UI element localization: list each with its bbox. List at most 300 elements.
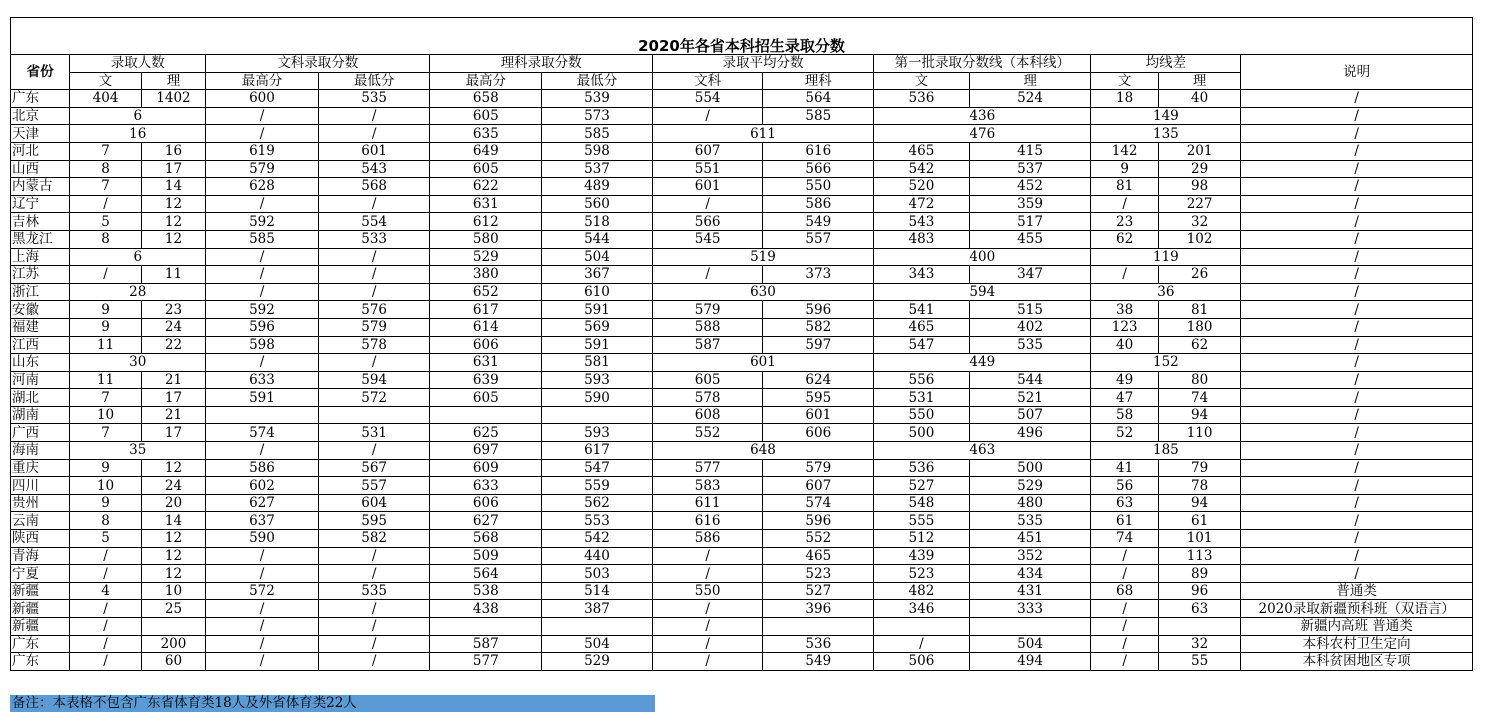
admit-count-cell: 12	[141, 195, 205, 213]
arts-score-cell: /	[318, 195, 430, 213]
province-cell: 重庆	[11, 459, 70, 477]
science-score-cell: 658	[430, 90, 542, 108]
admit-count-cell: 8	[70, 512, 141, 530]
avg-diff-cell: 152	[1091, 354, 1241, 372]
avg-diff-cell: 38	[1091, 301, 1158, 319]
table-row	[11, 301, 1473, 319]
first-batch-line-cell: 494	[969, 653, 1091, 671]
arts-score-cell: 596	[206, 318, 319, 336]
province-cell: 陕西	[11, 530, 70, 548]
avg-score-cell: 527	[763, 582, 874, 600]
avg-diff-cell: 113	[1158, 547, 1240, 565]
province-cell: 青海	[11, 547, 70, 565]
subheader-max: 最高分	[430, 72, 542, 90]
table-row	[11, 459, 1473, 477]
science-score-cell: 585	[542, 125, 653, 143]
subheader-min: 最低分	[542, 72, 653, 90]
arts-score-cell: 533	[318, 230, 430, 248]
science-score-cell: 605	[430, 160, 542, 178]
first-batch-line-cell: 515	[969, 301, 1091, 319]
science-score-cell: 542	[542, 530, 653, 548]
admit-count-cell: 30	[70, 354, 206, 372]
avg-score-cell: 588	[652, 318, 763, 336]
avg-score-cell: 564	[763, 90, 874, 108]
science-score-cell: 489	[542, 178, 653, 196]
first-batch-line-cell: 402	[969, 318, 1091, 336]
admit-count-cell: /	[70, 565, 141, 583]
avg-score-cell: 596	[763, 512, 874, 530]
arts-score-cell: 531	[318, 424, 430, 442]
first-batch-line-cell: 543	[874, 213, 970, 231]
arts-score-cell: /	[206, 283, 319, 301]
note-cell: 本科贫困地区专项	[1241, 653, 1473, 671]
arts-score-cell: /	[318, 618, 430, 636]
admit-count-cell: /	[70, 266, 141, 284]
science-score-cell: 440	[542, 547, 653, 565]
note-cell: /	[1241, 248, 1473, 266]
admission-score-table	[10, 17, 1473, 671]
first-batch-line-cell: 527	[874, 477, 970, 495]
avg-diff-cell: 62	[1158, 336, 1240, 354]
arts-score-cell: /	[318, 354, 430, 372]
table-row	[11, 90, 1473, 108]
avg-diff-cell: 123	[1091, 318, 1158, 336]
first-batch-line-cell: 343	[874, 266, 970, 284]
science-score-cell: 617	[542, 442, 653, 460]
first-batch-line-cell: 434	[969, 565, 1091, 583]
avg-score-cell: 545	[652, 230, 763, 248]
note-cell: 普通类	[1241, 582, 1473, 600]
arts-score-cell: 567	[318, 459, 430, 477]
avg-diff-cell: /	[1091, 653, 1158, 671]
arts-score-cell: 592	[206, 213, 319, 231]
first-batch-line-cell: 415	[969, 142, 1091, 160]
table-row	[11, 406, 1473, 424]
province-cell: 湖北	[11, 389, 70, 407]
science-score-cell: 539	[542, 90, 653, 108]
first-batch-line-cell: 452	[969, 178, 1091, 196]
admit-count-cell: 24	[141, 318, 205, 336]
avg-score-cell: 630	[652, 283, 873, 301]
admit-count-cell: 12	[141, 459, 205, 477]
avg-score-cell: 605	[652, 371, 763, 389]
science-score-cell: 627	[430, 512, 542, 530]
first-batch-line-cell: 483	[874, 230, 970, 248]
province-cell: 宁夏	[11, 565, 70, 583]
arts-score-cell	[318, 406, 430, 424]
note-cell: /	[1241, 301, 1473, 319]
table-row	[11, 371, 1473, 389]
province-cell: 福建	[11, 318, 70, 336]
avg-score-cell: 373	[763, 266, 874, 284]
science-score-cell: 612	[430, 213, 542, 231]
arts-score-cell: 595	[318, 512, 430, 530]
arts-score-cell: /	[206, 442, 319, 460]
arts-score-cell: 633	[206, 371, 319, 389]
avg-score-cell: 611	[652, 494, 763, 512]
table-row	[11, 635, 1473, 653]
admit-count-cell: 20	[141, 494, 205, 512]
avg-score-cell	[763, 618, 874, 636]
subheader-min: 最低分	[318, 72, 430, 90]
subheader-arts: 文科	[652, 72, 763, 90]
header-note: 说明	[1241, 55, 1473, 90]
subheader-li: 理	[1158, 72, 1240, 90]
avg-diff-cell: 180	[1158, 318, 1240, 336]
admit-count-cell: 7	[70, 389, 141, 407]
note-cell: /	[1241, 160, 1473, 178]
avg-diff-cell: 63	[1158, 600, 1240, 618]
first-batch-line-cell: 535	[969, 512, 1091, 530]
table-row	[11, 142, 1473, 160]
avg-score-cell: 551	[652, 160, 763, 178]
avg-score-cell: 465	[763, 547, 874, 565]
science-score-cell: 564	[430, 565, 542, 583]
avg-score-cell: 554	[652, 90, 763, 108]
avg-diff-cell: 58	[1091, 406, 1158, 424]
admit-count-cell: 10	[70, 406, 141, 424]
arts-score-cell: /	[206, 195, 319, 213]
science-score-cell: 562	[542, 494, 653, 512]
science-score-cell: 606	[430, 336, 542, 354]
first-batch-line-cell: 535	[969, 336, 1091, 354]
first-batch-line-cell: 465	[874, 142, 970, 160]
science-score-cell: 568	[430, 530, 542, 548]
science-score-cell: 509	[430, 547, 542, 565]
arts-score-cell: /	[318, 565, 430, 583]
science-score-cell: 387	[542, 600, 653, 618]
avg-diff-cell: 32	[1158, 635, 1240, 653]
avg-diff-cell: 23	[1091, 213, 1158, 231]
admit-count-cell: 14	[141, 178, 205, 196]
avg-score-cell: 550	[652, 582, 763, 600]
science-score-cell: 617	[430, 301, 542, 319]
table-row	[11, 283, 1473, 301]
avg-diff-cell: 149	[1091, 107, 1241, 125]
arts-score-cell: /	[318, 283, 430, 301]
avg-diff-cell: 74	[1158, 389, 1240, 407]
first-batch-line-cell: 520	[874, 178, 970, 196]
science-score-cell: 605	[430, 107, 542, 125]
avg-diff-cell: 78	[1158, 477, 1240, 495]
avg-diff-cell: 227	[1158, 195, 1240, 213]
province-cell: 海南	[11, 442, 70, 460]
avg-diff-cell: 61	[1091, 512, 1158, 530]
avg-diff-cell	[1158, 618, 1240, 636]
avg-diff-cell: /	[1091, 565, 1158, 583]
admit-count-cell: 25	[141, 600, 205, 618]
table-row	[11, 354, 1473, 372]
province-cell: 辽宁	[11, 195, 70, 213]
first-batch-line-cell: 451	[969, 530, 1091, 548]
avg-diff-cell: /	[1091, 266, 1158, 284]
first-batch-line-cell: 476	[874, 125, 1091, 143]
arts-score-cell: 582	[318, 530, 430, 548]
admit-count-cell: 60	[141, 653, 205, 671]
first-batch-line-cell: 465	[874, 318, 970, 336]
province-cell: 天津	[11, 125, 70, 143]
note-cell: /	[1241, 424, 1473, 442]
table-row	[11, 582, 1473, 600]
arts-score-cell: 557	[318, 477, 430, 495]
avg-diff-cell: 36	[1091, 283, 1241, 301]
science-score-cell: 591	[542, 336, 653, 354]
avg-diff-cell: 47	[1091, 389, 1158, 407]
note-cell: /	[1241, 336, 1473, 354]
avg-diff-cell: 55	[1158, 653, 1240, 671]
avg-score-cell: 585	[763, 107, 874, 125]
first-batch-line-cell: 529	[969, 477, 1091, 495]
header-avg-scores: 录取平均分数	[652, 55, 873, 73]
first-batch-line-cell: 555	[874, 512, 970, 530]
avg-diff-cell: 135	[1091, 125, 1241, 143]
science-score-cell: 581	[542, 354, 653, 372]
avg-score-cell: 549	[763, 213, 874, 231]
first-batch-line-cell: 439	[874, 547, 970, 565]
table-row	[11, 512, 1473, 530]
science-score-cell: 580	[430, 230, 542, 248]
avg-diff-cell: 9	[1091, 160, 1158, 178]
first-batch-line-cell: 352	[969, 547, 1091, 565]
table-row	[11, 213, 1473, 231]
admit-count-cell: 12	[141, 230, 205, 248]
header-science-scores: 理科录取分数	[430, 55, 652, 73]
first-batch-line-cell: 500	[969, 459, 1091, 477]
admit-count-cell: 6	[70, 107, 206, 125]
province-cell: 山西	[11, 160, 70, 178]
header-admit-count: 录取人数	[70, 55, 206, 73]
avg-score-cell: 552	[652, 424, 763, 442]
table-row	[11, 318, 1473, 336]
subheader-wen: 文	[1091, 72, 1158, 90]
arts-score-cell: 535	[318, 582, 430, 600]
admit-count-cell: /	[70, 547, 141, 565]
avg-score-cell: 583	[652, 477, 763, 495]
note-cell: /	[1241, 459, 1473, 477]
arts-score-cell: /	[318, 600, 430, 618]
avg-diff-cell: 18	[1091, 90, 1158, 108]
avg-score-cell: /	[652, 635, 763, 653]
province-cell: 新疆	[11, 582, 70, 600]
arts-score-cell: 590	[206, 530, 319, 548]
avg-diff-cell: 201	[1158, 142, 1240, 160]
arts-score-cell: 628	[206, 178, 319, 196]
subheader-wen: 文	[874, 72, 970, 90]
arts-score-cell: /	[206, 600, 319, 618]
province-cell: 山东	[11, 354, 70, 372]
province-cell: 广东	[11, 653, 70, 671]
avg-score-cell: /	[652, 547, 763, 565]
arts-score-cell: 586	[206, 459, 319, 477]
science-score-cell: 593	[542, 371, 653, 389]
subheader-li: 理	[141, 72, 205, 90]
admit-count-cell: 200	[141, 635, 205, 653]
avg-score-cell: 549	[763, 653, 874, 671]
science-score-cell: 649	[430, 142, 542, 160]
admit-count-cell: 7	[70, 178, 141, 196]
first-batch-line-cell: 536	[874, 459, 970, 477]
note-cell: /	[1241, 442, 1473, 460]
arts-score-cell: /	[206, 107, 319, 125]
province-cell: 河北	[11, 142, 70, 160]
science-score-cell: 614	[430, 318, 542, 336]
avg-diff-cell: 98	[1158, 178, 1240, 196]
avg-score-cell: 624	[763, 371, 874, 389]
first-batch-line-cell: 542	[874, 160, 970, 178]
first-batch-line-cell: 537	[969, 160, 1091, 178]
admit-count-cell: 11	[70, 371, 141, 389]
note-cell: /	[1241, 213, 1473, 231]
avg-score-cell: 616	[763, 142, 874, 160]
table-row	[11, 389, 1473, 407]
avg-score-cell: 601	[652, 354, 873, 372]
first-batch-line-cell: 449	[874, 354, 1091, 372]
province-cell: 云南	[11, 512, 70, 530]
avg-diff-cell: 119	[1091, 248, 1241, 266]
admit-count-cell: 10	[141, 582, 205, 600]
table-row	[11, 336, 1473, 354]
first-batch-line-cell: 544	[969, 371, 1091, 389]
avg-score-cell: 566	[763, 160, 874, 178]
arts-score-cell: /	[206, 266, 319, 284]
table-row	[11, 125, 1473, 143]
avg-score-cell: 601	[763, 406, 874, 424]
admit-count-cell: 7	[70, 142, 141, 160]
avg-score-cell: /	[652, 653, 763, 671]
first-batch-line-cell: 504	[969, 635, 1091, 653]
first-batch-line-cell: 480	[969, 494, 1091, 512]
avg-diff-cell: 79	[1158, 459, 1240, 477]
science-score-cell: 547	[542, 459, 653, 477]
first-batch-line-cell: 548	[874, 494, 970, 512]
arts-score-cell: 535	[318, 90, 430, 108]
avg-diff-cell: 94	[1158, 494, 1240, 512]
science-score-cell: 380	[430, 266, 542, 284]
first-batch-line-cell: 531	[874, 389, 970, 407]
science-score-cell: 577	[430, 653, 542, 671]
note-cell: 新疆内高班 普通类	[1241, 618, 1473, 636]
first-batch-line-cell: 482	[874, 582, 970, 600]
arts-score-cell: 579	[206, 160, 319, 178]
admit-count-cell: 5	[70, 530, 141, 548]
table-row	[11, 442, 1473, 460]
arts-score-cell: 543	[318, 160, 430, 178]
science-score-cell: 518	[542, 213, 653, 231]
note-cell: /	[1241, 230, 1473, 248]
avg-score-cell: /	[652, 600, 763, 618]
science-score-cell: 631	[430, 195, 542, 213]
avg-diff-cell: 81	[1158, 301, 1240, 319]
admit-count-cell: 9	[70, 318, 141, 336]
avg-score-cell: 536	[763, 635, 874, 653]
arts-score-cell: 579	[318, 318, 430, 336]
table-row	[11, 547, 1473, 565]
table-row	[11, 565, 1473, 583]
science-score-cell: 529	[542, 653, 653, 671]
science-score-cell	[430, 618, 542, 636]
remark-note: 备注：本表格不包含广东省体育类18人及外省体育类22人	[10, 695, 655, 712]
avg-diff-cell: 56	[1091, 477, 1158, 495]
first-batch-line-cell: 594	[874, 283, 1091, 301]
table-row	[11, 618, 1473, 636]
subheader-max: 最高分	[206, 72, 319, 90]
first-batch-line-cell: 541	[874, 301, 970, 319]
header-first-batch-line: 第一批录取分数线（本科线）	[874, 55, 1091, 73]
science-score-cell: 605	[430, 389, 542, 407]
arts-score-cell: /	[206, 125, 319, 143]
province-cell: 广东	[11, 90, 70, 108]
admit-count-cell: 8	[70, 230, 141, 248]
first-batch-line-cell: 523	[874, 565, 970, 583]
avg-score-cell: 607	[763, 477, 874, 495]
avg-diff-cell: 49	[1091, 371, 1158, 389]
province-cell: 新疆	[11, 618, 70, 636]
arts-score-cell: 601	[318, 142, 430, 160]
arts-score-cell: 592	[206, 301, 319, 319]
avg-diff-cell: 61	[1158, 512, 1240, 530]
science-score-cell: 538	[430, 582, 542, 600]
arts-score-cell	[206, 406, 319, 424]
arts-score-cell: 619	[206, 142, 319, 160]
science-score-cell: 553	[542, 512, 653, 530]
note-cell: /	[1241, 512, 1473, 530]
note-cell: /	[1241, 547, 1473, 565]
first-batch-line-cell: 463	[874, 442, 1091, 460]
science-score-cell: 587	[430, 635, 542, 653]
avg-diff-cell: 89	[1158, 565, 1240, 583]
table-row	[11, 424, 1473, 442]
avg-diff-cell: 102	[1158, 230, 1240, 248]
first-batch-line-cell: 359	[969, 195, 1091, 213]
admit-count-cell: /	[70, 600, 141, 618]
table-row	[11, 195, 1473, 213]
province-cell: 江西	[11, 336, 70, 354]
arts-score-cell: /	[318, 442, 430, 460]
admit-count-cell: 24	[141, 477, 205, 495]
avg-score-cell: 579	[763, 459, 874, 477]
arts-score-cell: /	[206, 547, 319, 565]
admit-count-cell: 21	[141, 371, 205, 389]
science-score-cell: 438	[430, 600, 542, 618]
admit-count-cell: 11	[141, 266, 205, 284]
table-row	[11, 653, 1473, 671]
arts-score-cell: 591	[206, 389, 319, 407]
admit-count-cell: 17	[141, 424, 205, 442]
admit-count-cell	[141, 618, 205, 636]
first-batch-line-cell: 346	[874, 600, 970, 618]
first-batch-line-cell: 507	[969, 406, 1091, 424]
table-row	[11, 477, 1473, 495]
first-batch-line-cell: 436	[874, 107, 1091, 125]
avg-score-cell: 579	[652, 301, 763, 319]
avg-score-cell: 595	[763, 389, 874, 407]
note-cell: /	[1241, 318, 1473, 336]
avg-score-cell: 611	[652, 125, 873, 143]
avg-diff-cell: /	[1091, 547, 1158, 565]
science-score-cell: 591	[542, 301, 653, 319]
province-cell: 吉林	[11, 213, 70, 231]
avg-score-cell: 396	[763, 600, 874, 618]
subheader-science: 理科	[763, 72, 874, 90]
avg-diff-cell: 94	[1158, 406, 1240, 424]
arts-score-cell: /	[318, 653, 430, 671]
header-avg-diff: 均线差	[1091, 55, 1241, 73]
avg-diff-cell: 32	[1158, 213, 1240, 231]
arts-score-cell: /	[206, 565, 319, 583]
admit-count-cell: 8	[70, 160, 141, 178]
arts-score-cell: /	[318, 107, 430, 125]
science-score-cell: 573	[542, 107, 653, 125]
